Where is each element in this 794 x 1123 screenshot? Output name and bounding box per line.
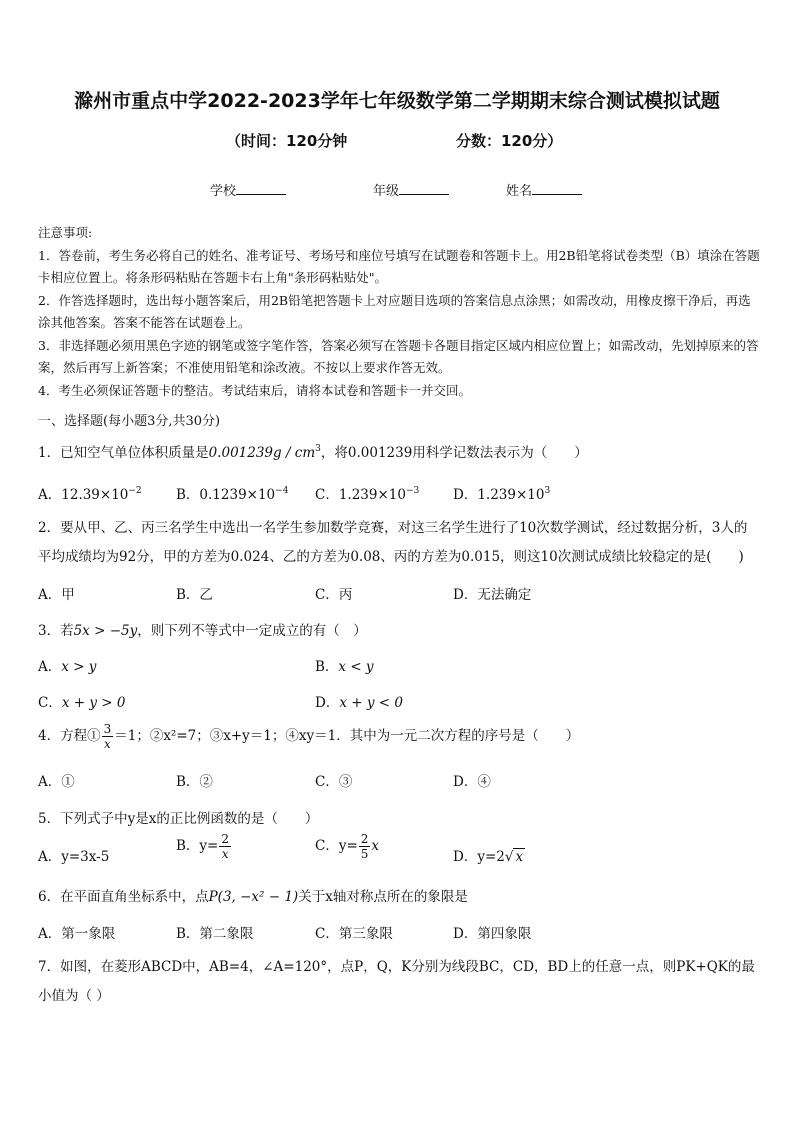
q2-option-c: C．丙: [315, 587, 353, 603]
q2-option-a: A．甲: [38, 587, 75, 603]
q5-option-c: C．y= $\frac{2}{5}$ x: [315, 832, 380, 861]
question-2: 2．要从甲、乙、丙三名学生中选出一名学生参加数学竞赛，对这三名学生进行了10次数学测试，经过数据分析，3人的平均成绩均为92分，甲的方差为0.024、乙的方差为0.08、丙的方差为0.015，则这10次测试成绩比较稳定的是( ): [38, 520, 748, 565]
question-6: 6．在平面直角坐标系中，点P(3, −x² − 1)关于x轴对称点所在的象限是: [38, 889, 468, 905]
exam-title: 滁州市重点中学2022-2023学年七年级数学第二学期期末综合测试模拟试题: [74, 90, 720, 112]
q3-option-c: C．x + y > 0: [38, 695, 126, 711]
question-7: 7．如图，在菱形ABCD中，AB=4，∠A=120°，点P，Q，K分别为线段BC，CD，BD上的任意一点，则PK+QK的最小值为（ ）: [38, 959, 755, 1004]
q1-exp: 3: [315, 444, 321, 454]
q3-option-b: B．x < y: [315, 659, 374, 675]
notes-block: [38, 222, 760, 402]
question-5: 5．下列式子中y是x的正比例函数的是（ ）: [38, 811, 319, 827]
note-item: 4．考生必须保证答题卡的整洁。考试结束后，请将本试卷和答题卡一并交回。: [38, 382, 471, 398]
question-1: [38, 441, 588, 461]
q1-option-c: C．$1.239\times 10^{-3}$: [315, 486, 420, 503]
name-field: [506, 180, 582, 199]
q4-fraction: $\frac{3}{x}$: [103, 722, 112, 751]
exam-score: 分数：120分）: [456, 132, 563, 150]
note-item: 3．非选择题必须用黑色字迹的钢笔或签字笔作答，答案必须写在答题卡各题目指定区域内相应位置上；如需改动，先划掉原来的答案，然后再写上新答案；不准使用铅笔和涂改液。不按以上要求作答无效。: [38, 337, 759, 375]
q4-option-b: B．②: [176, 774, 213, 790]
name-blank: [532, 182, 582, 195]
grade-label: 年级: [373, 184, 400, 199]
question-3: 3．若5x > −5y，则下列不等式中一定成立的有（ ）: [38, 623, 367, 639]
q6-option-a: A．第一象限: [38, 926, 116, 942]
q2-option-d: D．无法确定: [453, 587, 532, 603]
q6-option-c: C．第三象限: [315, 926, 393, 942]
q1-option-b: B．$0.1239\times 10^{-4}$: [176, 486, 289, 503]
q6-option-d: D．第四象限: [453, 926, 532, 942]
note-item: 2．作答选择题时，选出每小题答案后，用2B铅笔把答题卡上对应题目选项的答案信息点涂黑；如需改动，用橡皮擦干净后，再选涂其他答案。答案不能答在试题卷上。: [38, 292, 751, 330]
exam-time: （时间：120分钟: [226, 132, 348, 150]
q4-option-a: A．①: [38, 774, 75, 790]
notes-heading: 注意事项:: [38, 225, 93, 240]
q4-option-c: C．③: [315, 774, 353, 790]
q1-option-d: D．$1.239\times 10^3$: [453, 486, 551, 503]
q1-value: 0.001239g / cm: [208, 445, 316, 461]
school-label: 学校: [210, 184, 237, 199]
q3-option-d: D．x + y < 0: [315, 695, 403, 711]
q6-option-b: B．第二象限: [176, 926, 254, 942]
q3-option-a: A．x > y: [38, 659, 97, 675]
school-field: [210, 180, 286, 199]
q2-option-b: B．乙: [176, 587, 213, 603]
q1-pre: 1．已知空气单位体积质量是: [38, 445, 209, 461]
q5-option-d: D．y=2√ x: [453, 849, 524, 865]
q5-option-a: A．y=3x-5: [38, 849, 110, 865]
name-label: 姓名: [506, 184, 533, 199]
q6-point: P(3, −x² − 1): [208, 889, 299, 905]
school-blank: [236, 182, 286, 195]
note-item: 1．答卷前，考生务必将自己的姓名、准考证号、考场号和座位号填写在试题卷和答题卡上。用2B铅笔将试卷类型（B）填涂在答题卡相应位置上。将条形码粘贴在答题卡右上角"条形码粘贴处"。: [38, 247, 760, 285]
question-4: 4．方程① $\frac{3}{x}$ ＝1；②x²=7；③x+y＝1；④xy＝1．其中为一元二次方程的序号是（ ）: [38, 722, 580, 751]
q1-post: ，将0.001239用科学记数法表示为（ ）: [320, 445, 588, 461]
q5-option-b: B．y= $\frac{2}{x}$: [176, 832, 229, 861]
q3-expr: 5x > −5y: [73, 623, 138, 639]
section-heading: 一、选择题(每小题3分,共30分): [38, 414, 221, 429]
q4-option-d: D．④: [453, 774, 491, 790]
grade-field: [373, 180, 449, 199]
q1-option-a: A．$12.39\times 10^{-2}$: [38, 486, 142, 503]
grade-blank: [399, 182, 449, 195]
